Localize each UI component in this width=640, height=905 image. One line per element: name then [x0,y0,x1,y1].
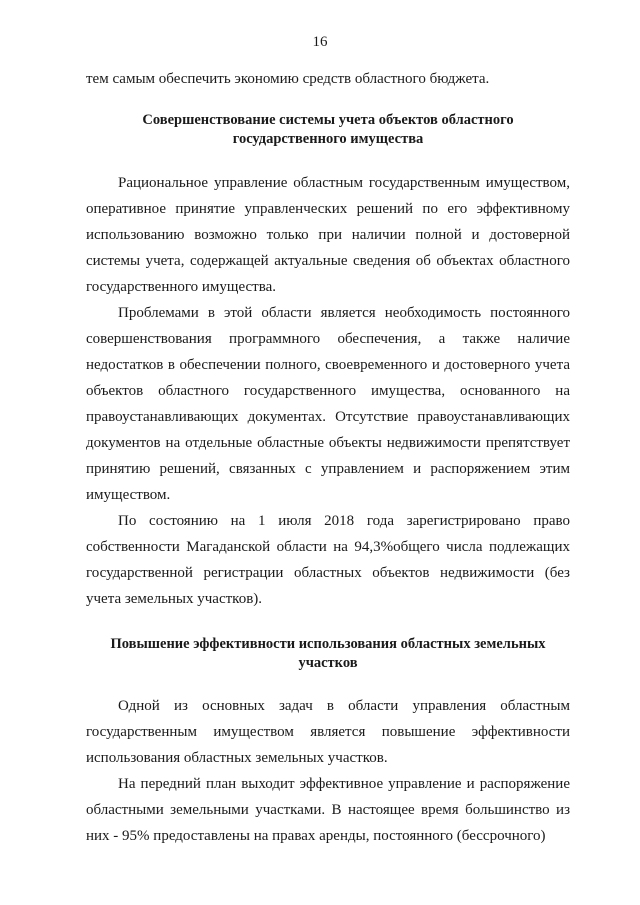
page-number: 16 [312,34,328,50]
paragraph: Рациональное управление областным государственным имуществом, оперативное принятие управленческих решений по его эффективному использованию возможно только при наличии полной и достоверной системы учета, содержащей актуальные сведения об объектах областного государственного имущества. [86,175,570,295]
paragraph: Проблемами в этой области является необходимость постоянного совершенствования программного обеспечения, а также наличие недостатков в обеспечении полного, своевременного и достоверного учета объектов областного государственного имущества, основанного на правоустанавливающих документах. Отсутствие правоустанавливающих документов на отдельные областные объекты недвижимости препятствует принятию решений, связанных с управлением и распоряжением этим имуществом. [86,305,570,503]
paragraph: Одной из основных задач в области управления областным государственным имуществом является повышение эффективности использования областных земельных участков. [86,698,570,766]
page-body [86,66,570,849]
paragraph: По состоянию на 1 июля 2018 года зарегистрировано право собственности Магаданской области на 94,3%общего числа подлежащих государственной регистрации областных объектов недвижимости (без учета земельных участков). [86,513,570,607]
intro-line: тем самым обеспечить экономию средств областного бюджета. [86,71,490,87]
section-heading-accounting: Совершенствование системы учета объектов областного государственного имущества [142,112,514,147]
section-heading-land-plots: Повышение эффективности использования областных земельных участков [110,636,546,671]
paragraph: На передний план выходит эффективное управление и распоряжение областными земельными участками. В настоящее время большинство из них - 95% предоставлены на правах аренды, постоянного (бессрочного) [86,776,570,844]
